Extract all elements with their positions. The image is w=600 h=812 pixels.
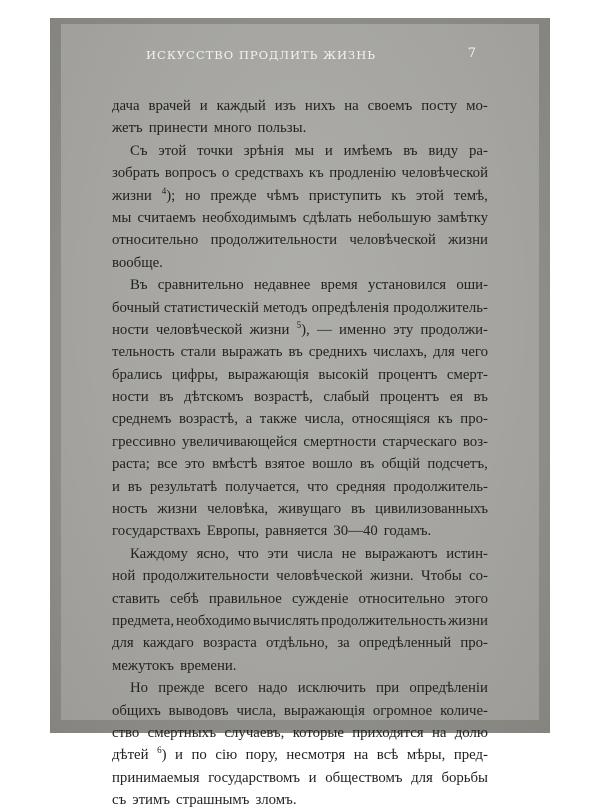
text-line: съ этимъ страшнымъ зломъ. — [112, 792, 297, 809]
text-line: тельность стали выражать въ среднихъ числахъ, для чего — [112, 344, 488, 361]
text-line: ство смертныхъ случаевъ, которые приходятся на долю — [112, 724, 488, 741]
text-line: раста; все это вмѣстѣ взятое вошло въ общій подсчетъ, — [112, 456, 488, 473]
text-line: относительно продолжительности человѣческой жизни — [112, 232, 488, 249]
text-line: среднемъ возрастѣ, а также числа, относящіяся къ про- — [112, 411, 488, 428]
text-line: предмета, необходимо вычислять продолжительность жизни — [112, 612, 488, 629]
text-line: дача врачей и каждый изъ нихъ на своемъ посту мо- — [112, 98, 488, 114]
text-line: грессивно увеличивающейся смертности старческаго воз- — [112, 433, 488, 450]
text-line: общихъ выводовъ числа, выражающія огромное количе- — [112, 702, 488, 719]
text-line: государствахъ Европы, равняется 30—40 годамъ. — [112, 523, 432, 540]
text-line: принимаемыя государствомъ и обществомъ для борьбы — [112, 769, 488, 786]
text-line: для каждаго возраста отдѣльно, за опредѣленный про- — [112, 635, 488, 652]
text-line: Въ сравнительно недавнее время установился оши- — [130, 277, 488, 294]
text-line: ности въ дѣтскомъ возрастѣ, слабый процентъ ея въ — [112, 389, 488, 406]
text-line: жетъ принести много пользы. — [112, 120, 307, 137]
text-line: и въ результатѣ получается, что средняя продолжитель- — [112, 478, 488, 495]
text-line: бочный статистическій методъ опредѣленія продолжитель- — [112, 299, 488, 316]
text-line: Каждому ясно, что эти числа не выражаютъ истин- — [130, 545, 488, 562]
page-header — [106, 46, 486, 64]
text-line: ной продолжительности человѣческой жизни. Чтобы со- — [112, 568, 488, 585]
text-line: Но прежде всего надо исключить при опредѣленіи — [130, 680, 488, 697]
text-line: ность жизни человѣка, живущаго въ цивилизованныхъ — [112, 501, 488, 518]
text-line: Съ этой точки зрѣнія мы и имѣемъ въ виду ра- — [130, 142, 488, 159]
text-line: мы считаемъ необходимымъ сдѣлать небольшую замѣтку — [112, 209, 488, 226]
running-title: ИСКУССТВО ПРОДЛИТЬ ЖИЗНЬ — [146, 48, 376, 62]
text-line: брались цифры, выражающія высокій процентъ смерт- — [112, 366, 488, 383]
text-line: ставить себѣ правильное сужденіе относительно этого — [112, 590, 488, 607]
page-number: 7 — [467, 46, 476, 61]
text-line: дѣтей $^6$) и по сію пору, несмотря на всѣ мѣры, пред- — [112, 745, 488, 764]
text-line: вообще. — [112, 254, 163, 271]
body-text — [112, 95, 488, 812]
text-line: ности человѣческой жизни $^5$), — именно эту продолжи- — [112, 319, 488, 338]
text-line: межутокъ времени. — [112, 657, 237, 674]
text-line: жизни $^4$); но прежде чѣмъ приступить къ этой темѣ, — [112, 185, 488, 204]
text-line: зобрать вопросъ о средствахъ къ продленію человѣческой — [112, 165, 488, 182]
